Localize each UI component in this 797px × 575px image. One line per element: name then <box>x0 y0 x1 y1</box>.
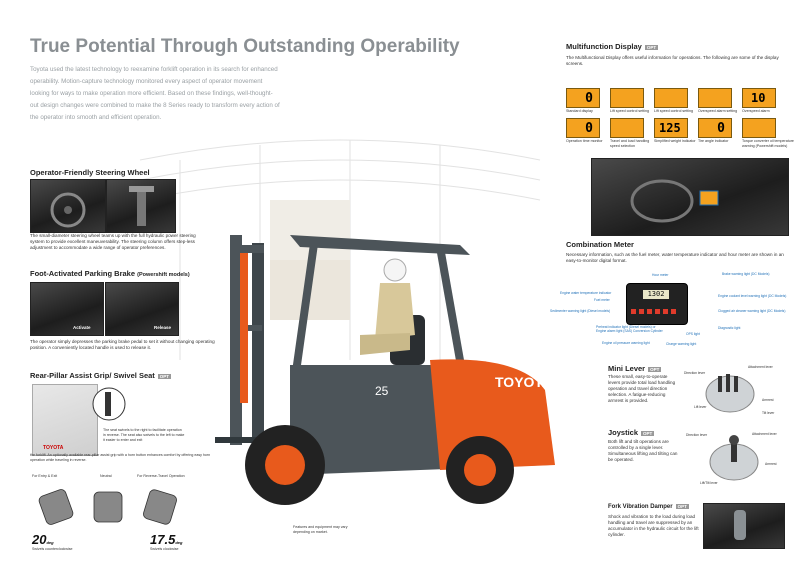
mini-label-lift: Lift lever <box>694 405 707 409</box>
lcd-screen-8 <box>654 118 688 138</box>
swivel-seat-diagram <box>34 482 184 530</box>
mini-lever-heading-text: Mini Lever <box>608 364 646 373</box>
left-angle-unit: deg <box>46 540 54 545</box>
meter-readout: 1302 <box>643 290 669 299</box>
callout-sedimenter: Sedimenter warning light (Diesel models) <box>550 309 611 313</box>
toyota-brand-text: TOYOTA <box>43 445 64 451</box>
joystick-heading-text: Joystick <box>608 428 639 437</box>
joy-label-lift-tilt: Lift/Tilt lever <box>700 481 718 485</box>
forklift-illustration <box>210 215 580 515</box>
right-angle-unit: deg <box>175 540 183 545</box>
option-badge: OPT <box>677 504 687 509</box>
swivel-seat-photo <box>32 384 98 456</box>
rear-pillar-text-1: The seat swivels to the right to facilitate operation in reverse. The seat also swivels to the left to make it easier to enter and exit <box>103 428 185 442</box>
parking-text: The operator simply depresses the parking brake pedal to set it without changing operating position. A conveniently located handle is used to release it. <box>30 339 215 350</box>
cockpit-steering-icon <box>592 159 788 235</box>
callout-hour-meter: Hour meter <box>652 273 669 277</box>
mini-lever-text: These small, easy-to-operate levers provide total load handling operation and travel direction selection. A fatigue-reducing armrest is provided. <box>608 374 676 403</box>
callout-air-cleaner: Clogged air cleaner warning light (DC Models) <box>718 309 786 313</box>
parking-heading-note: (Powershift models) <box>137 272 190 278</box>
lcd-screen-3 <box>654 88 688 108</box>
mini-label-attachment: Attachment lever <box>748 365 773 369</box>
mini-lever-icon <box>700 366 760 416</box>
lcd-value: 10 <box>751 91 766 105</box>
lcd-screen-1 <box>566 88 600 108</box>
option-badge: OPT <box>159 373 170 379</box>
lcd-caption-10: Torque converter oil temperature warning (Powershift models) <box>742 139 794 148</box>
callout-oil-pressure: Engine oil pressure warning light <box>602 341 650 345</box>
forklift-brand-text: TOYOTA <box>495 374 553 390</box>
lcd-screen-9 <box>698 118 732 138</box>
callout-fuel-meter: Fuel meter <box>594 298 610 302</box>
warning-light-icon <box>655 309 660 314</box>
callout-diagnostic: Diagnostic light <box>718 326 741 330</box>
option-badge: OPT <box>646 44 657 50</box>
forklift-note: Features and equipment may vary depending on market. <box>293 525 348 534</box>
accumulator-icon <box>704 504 784 548</box>
seat-label-neutral: Neutral <box>100 474 112 478</box>
parking-heading <box>30 269 190 278</box>
fork-damper-text: Shock and vibration to the load during load handling and travel are suppressed by an accumulator in the hydraulic circuit for the lift cylinder. <box>608 514 699 537</box>
assist-grip-magnifier <box>92 384 126 424</box>
lcd-screen-4 <box>698 88 732 108</box>
combination-text: Necessary information, such as the fuel meter, water temperature indicator and hour meter are shown in an easy-to-monitor digital format. <box>566 252 784 263</box>
option-badge: OPT <box>643 430 653 436</box>
joystick-icon <box>704 432 764 486</box>
callout-charge: Charge warning light <box>666 342 697 346</box>
mini-label-tilt: Tilt lever <box>762 411 775 415</box>
forklift-model-number: 25 <box>375 384 389 398</box>
intro-paragraph: Toyota used the latest technology to reexamine forklift operation in its search for enhanced operability. Motion-capture technology monitored every aspect of operator movement looking for ways to make operation more efficient. Based on these findings, well-thought-out design changes were combined to make the 8 Series ready to transform every action of the operator into smooth and efficient operation. <box>30 66 280 121</box>
cockpit-photo <box>591 158 789 236</box>
warning-light-icon <box>671 309 676 314</box>
steering-heading: Operator-Friendly Steering Wheel <box>30 168 150 177</box>
callout-coolant: Engine coolant level warning light (DC Models) <box>718 294 787 298</box>
left-angle-value: 20 <box>32 532 47 547</box>
seat-label-reverse: For Reverse-Travel Operation <box>137 474 185 478</box>
steering-text: The small-diameter steering wheel teams up with the full hydraulic power steering system to provide excellent maneuverability. The steering column offers step-less adjustment to accommodate a wide range of operator preferences. <box>30 233 196 250</box>
fork-damper-photo <box>703 503 785 549</box>
combination-meter-panel <box>626 283 688 325</box>
joy-label-armrest: Armrest <box>765 462 777 466</box>
seat-label-entry: For Entry & Exit <box>32 474 58 478</box>
steering-wheel-icon <box>31 180 105 232</box>
lcd-caption-8: Simplified weight indicator <box>654 139 696 143</box>
warning-light-icon <box>639 309 644 314</box>
mini-lever-heading <box>608 364 661 373</box>
joy-label-direction: Direction lever <box>686 433 708 437</box>
swivel-seat-heading-text: / Swivel Seat <box>109 371 155 380</box>
warning-light-icon <box>631 309 636 314</box>
rear-pillar-text-2: the forklift. An optionally available rear-pillar assist grip with a horn button enhances comfort by offering easy horn operation while traveling in reverse. <box>30 453 211 462</box>
mini-label-direction: Direction lever <box>684 371 706 375</box>
activate-label: Activate <box>73 325 91 330</box>
lcd-value: 0 <box>585 121 593 136</box>
warning-lights-row <box>631 309 676 314</box>
warning-light-icon <box>647 309 652 314</box>
display-screens-grid <box>566 88 796 150</box>
option-badge: OPT <box>650 366 660 372</box>
multifunction-text: The Multifunctional Display offers useful information for operations. The following are some of the display screens. <box>566 55 779 66</box>
parking-photo-activate <box>30 282 104 336</box>
callout-preheat: Preheat indicator light (Diesel models) or Engine alarm light (SAS) Conversion Cylinder <box>596 325 663 333</box>
lcd-caption-3: Lift speed control setting <box>654 109 693 113</box>
joy-label-attachment: Attachment lever <box>752 432 777 436</box>
lcd-caption-7: Travel and load handling speed selection <box>610 139 650 148</box>
lcd-value: 0 <box>585 91 593 106</box>
parking-heading-text: Foot-Activated Parking Brake <box>30 269 136 278</box>
multifunction-heading <box>566 42 658 51</box>
multifunction-heading-text: Multifunction Display <box>566 42 642 51</box>
lcd-screen-2 <box>610 88 644 108</box>
left-angle-caption: Swivels counterclockwise <box>32 547 73 551</box>
lcd-caption-1: Standard display <box>566 109 593 113</box>
release-label: Release <box>154 325 172 330</box>
mini-label-armrest: Armrest <box>762 398 774 402</box>
lcd-value: 0 <box>717 121 725 136</box>
joystick-heading <box>608 428 654 437</box>
lcd-caption-5: Overspeed alarm <box>742 109 770 113</box>
parking-photo-release <box>105 282 179 336</box>
callout-ops: OPS light <box>686 332 700 336</box>
lcd-screen-6 <box>566 118 600 138</box>
right-angle <box>150 532 182 547</box>
lcd-caption-6: Operation time monitor <box>566 139 603 143</box>
fork-damper-heading <box>608 504 689 510</box>
lcd-caption-2: Lift speed control setting <box>610 109 649 113</box>
left-angle <box>32 532 54 547</box>
rear-pillar-heading <box>30 371 171 380</box>
lcd-value: 125 <box>659 121 681 135</box>
fork-damper-heading-text: Fork Vibration Damper <box>608 504 673 511</box>
joystick-text: Both lift and tilt operations are controlled by a single lever. Simultaneous lifting and tilting can be operated. <box>608 439 678 462</box>
right-angle-value: 17.5 <box>150 532 176 547</box>
page-title: True Potential Through Outstanding Operability <box>30 36 460 57</box>
right-angle-caption: Swivels clockwise <box>150 547 179 551</box>
lcd-screen-5 <box>742 88 776 108</box>
combination-heading: Combination Meter <box>566 240 634 249</box>
callout-brake-warning: Brake warning light (DC Models) <box>722 272 770 276</box>
steering-photo-1 <box>30 179 106 233</box>
steering-photo-2 <box>106 179 176 233</box>
lcd-screen-10 <box>742 118 776 138</box>
lcd-caption-9: Tire angle indicator <box>698 139 729 143</box>
lcd-screen-7 <box>610 118 644 138</box>
rear-pillar-heading-text: Rear-Pillar Assist Grip <box>30 371 110 380</box>
lcd-caption-4: Overspeed alarm setting <box>698 109 738 113</box>
warning-light-icon <box>663 309 668 314</box>
callout-water-temp: Engine water temperature indicator <box>560 291 612 295</box>
steering-column-icon <box>107 180 175 232</box>
